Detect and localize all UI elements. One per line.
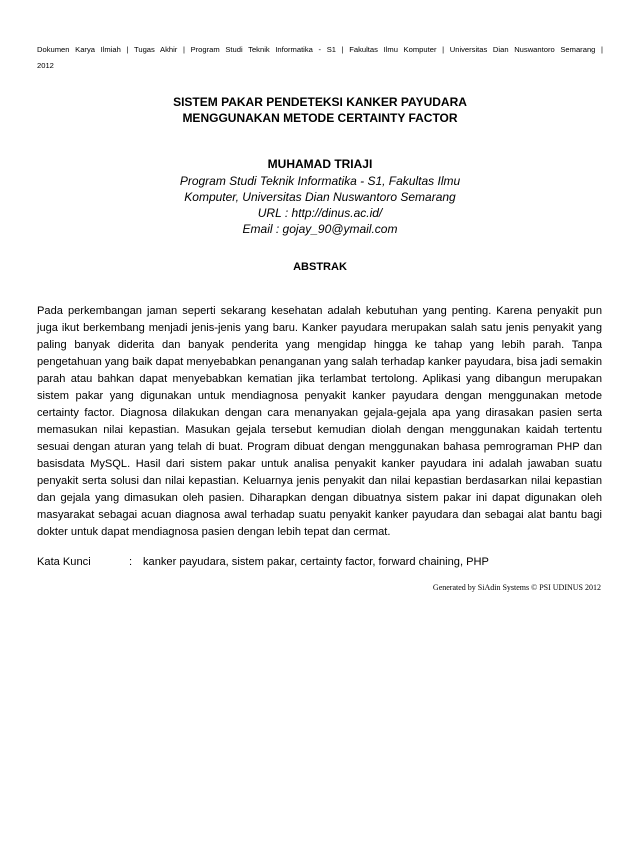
- abstract-heading: ABSTRAK: [293, 261, 347, 273]
- header-year: 2012: [37, 61, 54, 70]
- affiliation-line-2: Komputer, Universitas Dian Nuswantoro Semarang: [184, 190, 456, 204]
- author-email: Email : gojay_90@ymail.com: [242, 222, 398, 236]
- title-line-1: SISTEM PAKAR PENDETEKSI KANKER PAYUDARA: [173, 95, 467, 109]
- keywords-separator: :: [129, 556, 133, 568]
- paper-title: [37, 94, 603, 126]
- author-name: MUHAMAD TRIAJI: [267, 157, 373, 171]
- generated-footer: Generated by SiAdin Systems © PSI UDINUS 2012: [432, 583, 601, 592]
- header-line-1: Dokumen Karya Ilmiah | Tugas Akhir | Program Studi Teknik Informatika - S1 | Fakultas Ilmu Komputer | Universitas Dian Nuswantoro Semarang |: [37, 45, 603, 54]
- affiliation-line-1: Program Studi Teknik Informatika - S1, Fakultas Ilmu: [179, 174, 461, 188]
- keywords-label: Kata Kunci: [37, 556, 91, 568]
- author-url: URL : http://dinus.ac.id/: [257, 206, 383, 220]
- author-block: [37, 156, 603, 237]
- title-line-2: MENGGUNAKAN METODE CERTAINTY FACTOR: [182, 111, 458, 125]
- keywords-value: kanker payudara, sistem pakar, certainty factor, forward chaining, PHP: [143, 556, 489, 568]
- keywords-line: [37, 554, 603, 570]
- document-header: [37, 42, 603, 74]
- abstract-text: Pada perkembangan jaman seperti sekarang kesehatan adalah kebutuhan yang penting. Karena penyakit pun juga ikut berkembang menjadi jenis-jenis yang baru. Kanker payudara merupakan salah satu jenis penyakit yang paling banyak diderita dan banyak penderita yang mengidap hingga ke tahap yang lebih parah. Tanpa pengetahuan yang baik dapat menyebabkan penanganan yang salah terhadap kanker payudara, bisa jadi semakin parah atau bahkan dapat menyebabkan kematian jika terlambat tertolong. Aplikasi yang dibangun merupakan sistem pakar yang digunakan untuk mendiagnosa penyakit kanker payudara dengan menggunakan metode certainty factor. Diagnosa dilakukan dengan cara menanyakan gejala-gejala apa yang dirasakan pasien serta memasukan nilai kepastian. Masukan gejala tersebut kemudian diolah dengan menggunakan kaidah tertentu sesuai dengan aturan yang telah di buat. Program dibuat dengan menggunakan bahasa pemrograman PHP dan basisdata MySQL. Hasil dari sistem pakar untuk analisa penyakit kanker payudara ini adalah jawaban suatu penyakit serta solusi dan nilai kepastian. Keluarnya jenis penyakit dan nilai kepastian berdasarkan nilai kepastian dan gejala yang dimasukan oleh pasien. Diharapkan dengan dibuatnya sistem pakar ini dapat digunakan oleh masyarakat sebagai acuan diagnosa awal terhadap suatu penyakit kanker payudara dan sebagai alat bantu bagi dokter untuk dapat mendiagnosa pasien dengan lebih tepat dan cermat.: [37, 305, 602, 538]
